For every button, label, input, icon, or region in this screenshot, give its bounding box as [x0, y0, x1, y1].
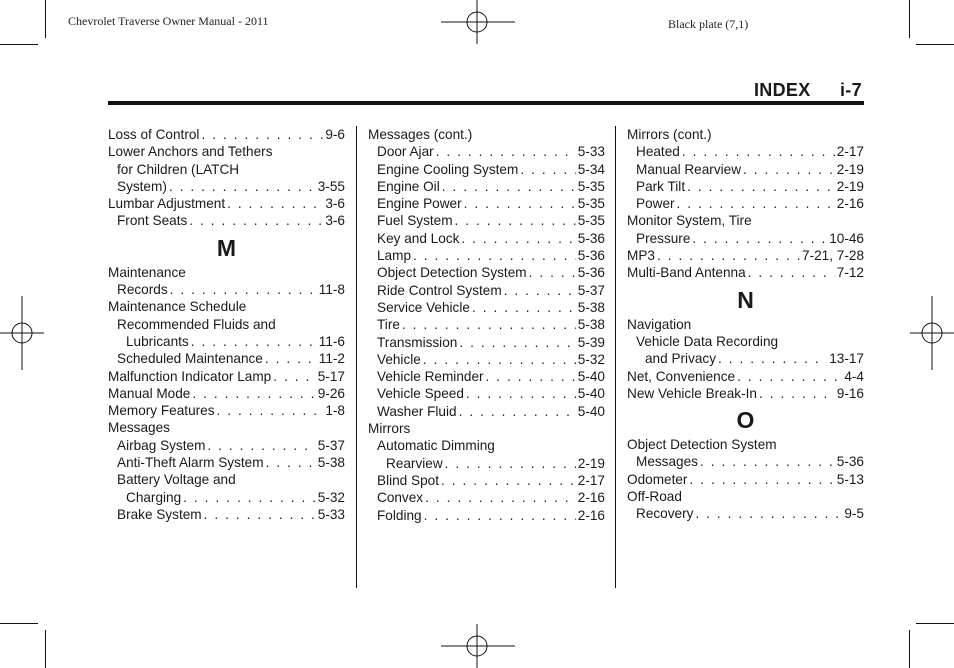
index-entry [368, 264, 605, 281]
index-column-1 [108, 126, 345, 523]
index-entry [627, 488, 864, 505]
index-entry-page: 5-37 [317, 437, 345, 453]
index-entry [108, 419, 345, 436]
index-column-2 [368, 126, 605, 524]
index-entry-page: 11-8 [318, 282, 345, 298]
index-entry-page: 2-16 [836, 196, 864, 212]
dot-leader [748, 264, 835, 281]
dot-leader [266, 454, 316, 471]
index-entry-page: 5-40 [577, 403, 605, 419]
index-entry-label: Washer Fluid [377, 403, 457, 419]
index-entry [368, 247, 605, 264]
index-entry-label: Multi-Band Antenna [627, 265, 746, 281]
index-entry-label: Fuel System [377, 213, 453, 229]
dot-leader [459, 403, 576, 420]
index-entry [108, 126, 345, 143]
index-entry [108, 385, 345, 402]
index-entry-label: Folding [377, 507, 422, 523]
index-entry-label: Transmission [377, 334, 458, 350]
index-entry-label: Power [636, 196, 675, 212]
index-entry-page: 11-2 [318, 351, 345, 367]
dot-leader [677, 195, 835, 212]
index-entry-label: Loss of Control [108, 127, 200, 142]
index-entry-page: 9-16 [836, 385, 864, 401]
index-entry-label: Rearview [386, 455, 443, 471]
index-entry-label: Messages [636, 454, 698, 470]
index-entry-label: Key and Lock [377, 230, 460, 246]
index-entry [368, 368, 605, 385]
dot-leader [189, 212, 323, 229]
index-entry-label: Maintenance Schedule [108, 299, 247, 315]
index-entry-page: 7-12 [836, 265, 864, 281]
dot-leader [423, 351, 576, 368]
manual-title: Chevrolet Traverse Owner Manual - 2011 [68, 14, 269, 28]
index-entry [368, 403, 605, 420]
dot-leader [455, 212, 576, 229]
index-entry [627, 385, 864, 402]
dot-leader [700, 453, 835, 470]
index-entry-page: 5-32 [317, 489, 345, 505]
index-entry-label: Brake System [117, 506, 202, 522]
dot-leader [466, 385, 576, 402]
index-entry-page: 2-17 [577, 472, 605, 488]
index-entry [627, 453, 864, 470]
index-entry-page: 2-17 [836, 144, 864, 160]
index-entry-page: 5-40 [577, 386, 605, 402]
crop-mark [0, 44, 38, 45]
index-entry-label: Anti-Theft Alarm System [117, 455, 264, 471]
index-entry-page: 2-16 [577, 490, 605, 506]
dot-leader [442, 178, 576, 195]
index-entry-label: Park Tilt [636, 178, 686, 194]
index-entry [108, 264, 345, 281]
index-entry-label: Mirrors [368, 421, 411, 437]
dot-leader [192, 385, 315, 402]
dot-leader [273, 368, 316, 385]
dot-leader [695, 505, 842, 522]
dot-leader [504, 282, 576, 299]
index-entry-page: 3-6 [325, 196, 345, 212]
index-entry-label: Object Detection System [377, 265, 527, 281]
index-column-3 [627, 126, 864, 523]
index-entry-label: Manual Rearview [636, 161, 742, 177]
index-entry-page: 5-13 [836, 471, 864, 487]
index-entry-page: 5-35 [577, 178, 605, 194]
index-entry [368, 126, 605, 143]
dot-leader [425, 489, 576, 506]
index-entry [627, 264, 864, 281]
index-entry [368, 351, 605, 368]
index-entry [627, 143, 864, 160]
index-entry [108, 281, 345, 298]
dot-leader [657, 247, 800, 264]
index-entry-label: Front Seats [117, 213, 188, 229]
index-entry-page: 3-55 [317, 178, 345, 194]
index-entry-label: Lower Anchors and Tethers [108, 144, 273, 160]
index-entry-label: Recovery [636, 506, 694, 522]
index-entry-label: Monitor System, Tire [627, 213, 752, 229]
index-entry-label: Vehicle Speed [377, 386, 464, 402]
crop-mark [45, 630, 46, 668]
index-entry-label: Object Detection System [627, 437, 777, 453]
crop-mark [916, 623, 954, 624]
index-entry-label: New Vehicle Break-In [627, 385, 757, 401]
index-entry [368, 385, 605, 402]
index-entry-page: 3-6 [325, 213, 345, 229]
index-entry [627, 368, 864, 385]
dot-leader [461, 230, 575, 247]
dot-leader [413, 247, 576, 264]
index-entry-page: 5-36 [577, 230, 605, 246]
dot-leader [687, 178, 835, 195]
registration-mark-icon [441, 616, 515, 668]
index-entry [627, 247, 864, 264]
index-entry [368, 143, 605, 160]
index-entry-label: Manual Mode [108, 385, 191, 401]
dot-leader [183, 489, 316, 506]
index-entry [368, 212, 605, 229]
index-entry-label: Service Vehicle [377, 299, 470, 315]
index-entry [627, 195, 864, 212]
index-entry [368, 178, 605, 195]
plate-label: Black plate (7,1) [668, 17, 749, 31]
dot-leader [201, 126, 323, 143]
index-entry-page: 2-19 [836, 161, 864, 177]
crop-mark [0, 623, 38, 624]
index-entry-page: 1-8 [325, 403, 345, 419]
index-entry [108, 178, 345, 195]
index-entry-page: 11-6 [318, 333, 345, 349]
index-entry [108, 368, 345, 385]
index-entry [627, 505, 864, 522]
index-entry-page: 5-35 [577, 213, 605, 229]
index-entry-label: Lamp [377, 248, 412, 264]
index-entry-page: 5-34 [577, 161, 605, 177]
crop-mark [909, 0, 910, 38]
header-rule [108, 101, 864, 105]
index-entry-page: 5-38 [317, 455, 345, 471]
index-entry-label: Records [117, 282, 168, 298]
index-entry-page: 5-36 [577, 248, 605, 264]
dot-leader [227, 195, 323, 212]
dot-leader [520, 161, 575, 178]
dot-leader [207, 437, 315, 454]
index-entry-label: Vehicle Data Recording [636, 333, 779, 349]
index-entry-label: Pressure [636, 230, 691, 246]
index-entry [368, 437, 605, 454]
page-number: i-7 [840, 80, 862, 100]
column-divider [615, 126, 616, 588]
registration-mark-icon [441, 0, 515, 52]
index-entry [627, 178, 864, 195]
index-entry [108, 471, 345, 488]
index-entry-label: Ride Control System [377, 282, 502, 298]
index-entry-label: Off-Road [627, 489, 682, 505]
index-entry [627, 436, 864, 453]
index-entry [368, 472, 605, 489]
dot-leader [486, 368, 576, 385]
index-entry [368, 334, 605, 351]
registration-mark-icon [910, 296, 954, 370]
dot-leader [689, 471, 834, 488]
dot-leader [759, 385, 835, 402]
index-entry [108, 195, 345, 212]
index-entry-page: 10-46 [829, 230, 864, 246]
index-entry-page: 5-36 [836, 454, 864, 470]
dot-leader [445, 455, 576, 472]
dot-leader [217, 402, 324, 419]
index-entry [108, 212, 345, 229]
letter-heading: N [737, 286, 754, 313]
index-entry-page: 2-16 [577, 507, 605, 523]
index-entry-label: Mirrors (cont.) [627, 127, 712, 142]
index-entry-label: Automatic Dimming [377, 438, 495, 454]
index-entry-label: and Privacy [645, 351, 717, 367]
dot-leader [692, 230, 827, 247]
index-entry [627, 350, 864, 367]
dot-leader [424, 507, 576, 524]
index-entry-page: 4-4 [844, 368, 864, 384]
index-entry-page: 7-21, 7-28 [802, 248, 864, 264]
index-entry [627, 126, 864, 143]
dot-leader [402, 316, 576, 333]
dot-leader [743, 161, 835, 178]
index-entry [368, 282, 605, 299]
index-entry-label: Blind Spot [377, 472, 439, 488]
index-entry [108, 333, 345, 350]
index-entry [108, 402, 345, 419]
index-entry-page: 5-40 [577, 369, 605, 385]
index-entry-label: Door Ajar [377, 144, 434, 160]
letter-heading: O [736, 407, 755, 434]
index-entry [627, 471, 864, 488]
index-entry-page: 5-33 [317, 506, 345, 522]
index-entry-page: 5-38 [577, 299, 605, 315]
index-entry-page: 5-37 [577, 282, 605, 298]
index-entry-page: 5-32 [577, 351, 605, 367]
index-entry-label: Engine Oil [377, 178, 440, 194]
index-entry [627, 316, 864, 333]
index-entry-label: Vehicle [377, 351, 421, 367]
index-entry-page: 5-33 [577, 144, 605, 160]
dot-leader [191, 333, 317, 350]
index-entry-label: Convex [377, 490, 424, 506]
index-entry [108, 316, 345, 333]
index-entry-label: Vehicle Reminder [377, 369, 484, 385]
index-entry [368, 299, 605, 316]
registration-mark-icon [0, 296, 44, 370]
dot-leader [204, 506, 316, 523]
dot-leader [170, 281, 317, 298]
index-entry-label: Odometer [627, 471, 688, 487]
index-entry-page: 13-17 [829, 351, 864, 367]
index-entry [108, 506, 345, 523]
index-entry-label: Memory Features [108, 403, 215, 419]
index-entry-page: 5-36 [577, 265, 605, 281]
index-entry-label: Heated [636, 144, 680, 160]
index-entry [368, 420, 605, 437]
crop-mark [916, 44, 954, 45]
index-entry-page: 5-39 [577, 334, 605, 350]
dot-leader [737, 368, 842, 385]
index-entry [368, 455, 605, 472]
index-entry-page: 2-19 [836, 178, 864, 194]
dot-leader [441, 472, 576, 489]
index-entry [108, 143, 345, 160]
index-entry-label: MP3 [627, 248, 655, 264]
index-entry-label: for Children (LATCH [117, 161, 240, 177]
dot-leader [459, 334, 575, 351]
index-entry-page: 9-6 [325, 127, 345, 142]
index-entry-page: 9-26 [317, 385, 345, 401]
index-entry-label: Lumbar Adjustment [108, 196, 226, 212]
index-entry-label: Scheduled Maintenance [117, 351, 263, 367]
dot-leader [169, 178, 316, 195]
index-entry-page: 2-19 [577, 455, 605, 471]
dot-leader [436, 143, 576, 160]
index-entry-page: 5-35 [577, 196, 605, 212]
index-entry-label: Engine Power [377, 196, 462, 212]
index-entry [368, 195, 605, 212]
index-entry [368, 230, 605, 247]
index-entry-label: Maintenance [108, 264, 186, 280]
index-entry [368, 316, 605, 333]
index-entry [108, 454, 345, 471]
index-entry-label: Recommended Fluids and [117, 316, 276, 332]
index-entry [627, 230, 864, 247]
index-entry [368, 489, 605, 506]
index-entry-label: System) [117, 178, 167, 194]
dot-leader [265, 350, 317, 367]
crop-mark [45, 0, 46, 38]
index-entry-label: Messages [108, 420, 170, 436]
index-entry [627, 161, 864, 178]
dot-leader [682, 143, 835, 160]
dot-leader [529, 264, 576, 281]
index-entry-label: Battery Voltage and [117, 472, 236, 488]
index-entry [108, 161, 345, 178]
index-entry [627, 212, 864, 229]
index-entry-label: Messages (cont.) [368, 127, 473, 142]
index-entry-label: Navigation [627, 316, 692, 332]
dot-leader [718, 350, 827, 367]
index-entry-label: Tire [377, 317, 400, 333]
section-title: INDEX [754, 80, 811, 100]
index-entry [108, 350, 345, 367]
index-entry-label: Charging [126, 489, 182, 505]
column-divider [356, 126, 357, 588]
index-entry [108, 489, 345, 506]
index-entry [108, 437, 345, 454]
index-entry-page: 5-17 [317, 368, 345, 384]
index-entry-label: Net, Convenience [627, 368, 736, 384]
index-entry-label: Airbag System [117, 437, 206, 453]
index-entry-label: Malfunction Indicator Lamp [108, 368, 272, 384]
index-entry-label: Engine Cooling System [377, 161, 519, 177]
letter-heading: M [216, 234, 237, 261]
dot-leader [464, 195, 576, 212]
index-entry [368, 507, 605, 524]
index-entry-page: 5-38 [577, 317, 605, 333]
index-entry-label: Lubricants [126, 333, 189, 349]
index-entry-page: 9-5 [844, 506, 864, 522]
crop-mark [909, 630, 910, 668]
index-entry [368, 161, 605, 178]
index-entry [108, 298, 345, 315]
index-entry [627, 333, 864, 350]
dot-leader [472, 299, 576, 316]
